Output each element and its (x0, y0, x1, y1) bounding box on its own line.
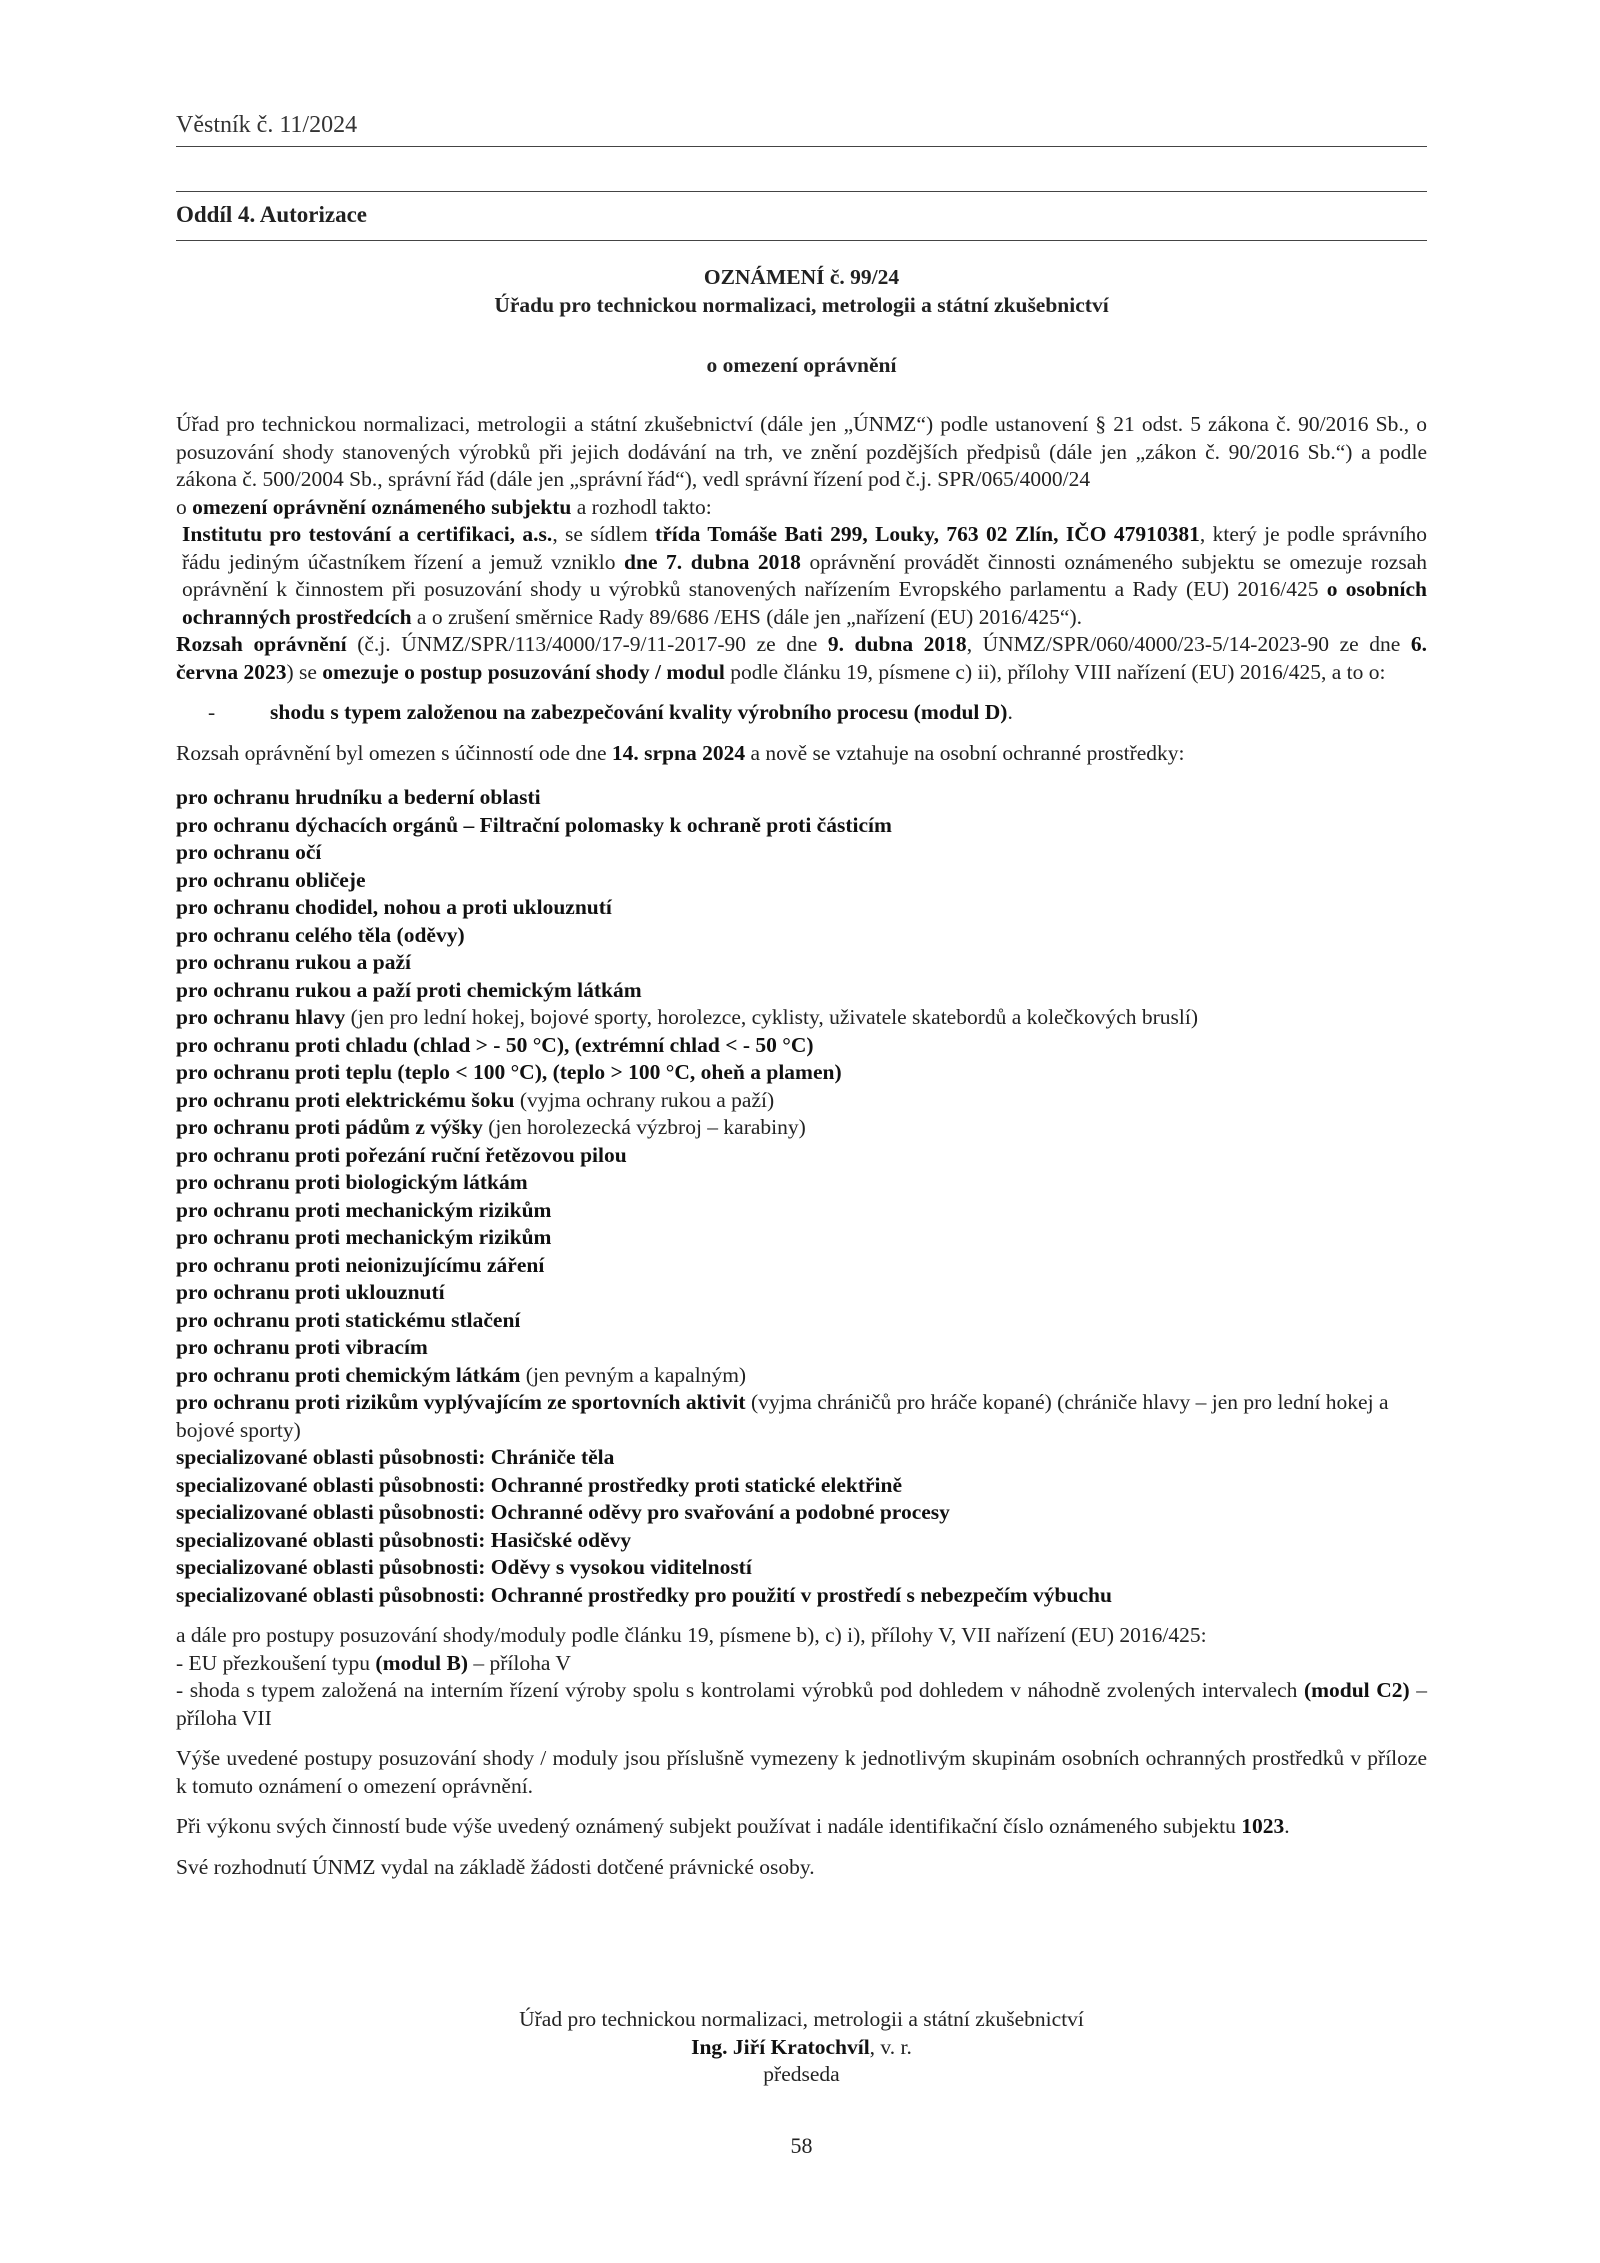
product-list-item (176, 1142, 1427, 1170)
procedure-b-text: - EU přezkoušení typu (176, 1650, 376, 1675)
product-category: pro ochranu hlavy (176, 1005, 346, 1029)
intro-o: o (176, 494, 193, 519)
product-category: specializované oblasti působnosti: Ochranné oděvy pro svařování a podobné procesy (176, 1500, 950, 1524)
scope-text-2: , ÚNMZ/SPR/060/4000/23-5/14-2023-90 ze dne (966, 632, 1411, 656)
header-rule (176, 146, 1427, 147)
product-list-item (176, 977, 1427, 1005)
product-list-item (176, 1472, 1427, 1500)
product-category: specializované oblasti působnosti: Ochranné prostředky pro použití v prostředí s nebezpečím výbuchu (176, 1582, 1112, 1607)
scope-text-4: podle článku 19, písmene c) ii), přílohy VIII nařízení (EU) 2016/425, a to o: (724, 659, 1386, 684)
signature-block (176, 2006, 1427, 2089)
procedure-b-module: (modul B) (375, 1650, 469, 1675)
product-note: (jen horolezecká výzbroj – karabiny) (482, 1115, 806, 1139)
product-category: pro ochranu proti elektrickému šoku (176, 1087, 515, 1112)
product-category: specializované oblasti působnosti: Chrániče těla (176, 1445, 615, 1469)
product-list-item (176, 894, 1427, 922)
product-list-item (176, 1389, 1427, 1444)
module-item (176, 699, 1427, 727)
product-category: pro ochranu proti pádům z výšky (176, 1115, 483, 1139)
product-list-item (176, 1087, 1427, 1115)
product-list-item (176, 812, 1427, 840)
page-number: 58 (790, 2133, 813, 2158)
institute-text-1: , který je podle správního řádu jediným účastníkem řízení a jemuž vzniklo (182, 522, 1427, 574)
product-note: (vyjma ochrany rukou a paží) (514, 1087, 775, 1112)
section-title: Oddíl 4. Autorizace (176, 202, 368, 227)
product-category: pro ochranu dýchacích orgánů – Filtrační polomasky k ochraně proti částicím (176, 812, 892, 837)
product-list-item (176, 839, 1427, 867)
product-category: pro ochranu proti teplu (teplo < 100 °C), (teplo > 100 °C, oheň a plamen) (176, 1060, 842, 1084)
notice-issuer: Úřadu pro technickou normalizaci, metrologii a státní zkušebnictví (494, 293, 1109, 317)
product-category: pro ochranu obličeje (176, 867, 366, 892)
product-category: pro ochranu hrudníku a bederní oblasti (176, 785, 541, 809)
section-top-rule (176, 191, 1427, 192)
institute-name: Institutu pro testování a certifikaci, a.s. (182, 522, 553, 546)
notice-body (176, 411, 1427, 1881)
restriction-text-1: Rozsah oprávnění byl omezen s účinností ode dne (176, 740, 612, 765)
intro-rozhodl: a rozhodl takto: (571, 494, 712, 519)
product-category: pro ochranu proti uklouznutí (176, 1280, 445, 1304)
procedure-c2-annex: – příloha VII (176, 1678, 1427, 1730)
closing-paragraph-2 (176, 1813, 1427, 1841)
product-list-item (176, 922, 1427, 950)
procedure-item-c2 (176, 1677, 1427, 1732)
intro-paragraph (176, 411, 1427, 521)
restriction-date: 14. srpna 2024 (611, 740, 746, 765)
scope-paragraph (176, 631, 1427, 686)
module-dash: - (208, 700, 216, 724)
product-list-item (176, 1362, 1427, 1390)
product-category: pro ochranu proti statickému stlačení (176, 1307, 521, 1332)
product-category: specializované oblasti působnosti: Oděvy s vysokou viditelností (176, 1555, 752, 1579)
product-category: pro ochranu proti pořezání ruční řetězovou pilou (176, 1142, 627, 1167)
product-category: pro ochranu očí (176, 840, 322, 864)
procedure-c2-text: - shoda s typem založená na interním řízení výroby spolu s kontrolami výrobků pod dohledem v náhodně zvolených intervalech (176, 1678, 1304, 1702)
restriction-paragraph (176, 740, 1427, 768)
procedure-c2-module: (modul C2) (1303, 1678, 1410, 1702)
intro-text: Úřad pro technickou normalizaci, metrologii a státní zkušebnictví (dále jen „ÚNMZ“) podle ustanovení § 21 odst. 5 zákona č. 90/2016 Sb., o posuzování shody stanovených výrobků při jejich dodávání na trh, ve znění pozdějších předpisů (dále jen „zákon č. 90/2016 Sb.“) a podle zákona č. 500/2004 Sb., správní řád (dále jen „správní řád“), vedl správní řízení pod č.j. SPR/065/4000/24 (176, 412, 1427, 491)
institute-seat-label: , se sídlem (552, 522, 656, 546)
institute-text-3: a o zrušení směrnice Rady 89/686 /EHS (dále jen „nařízení (EU) 2016/425“). (411, 604, 1082, 629)
product-list-item (176, 1032, 1427, 1060)
product-category: specializované oblasti působnosti: Hasičské oděvy (176, 1527, 632, 1552)
closing-id-text: Při výkonu svých činností bude výše uvedený oznámený subjekt používat i nadále identifikační číslo oznámeného subjektu (176, 1814, 1242, 1838)
product-category: pro ochranu proti mechanickým rizikům (176, 1197, 552, 1222)
product-category: pro ochranu proti chladu (chlad > - 50 °C), (extrémní chlad < - 50 °C) (176, 1032, 814, 1057)
product-category: pro ochranu proti mechanickým rizikům (176, 1225, 552, 1249)
procedures-intro: a dále pro postupy posuzování shody/moduly podle článku 19, písmene b), c) i), přílohy V, VII nařízení (EU) 2016/425: (176, 1623, 1207, 1647)
product-category: pro ochranu proti neionizujícímu záření (176, 1252, 545, 1277)
product-category: pro ochranu proti vibracím (176, 1335, 428, 1359)
closing-paragraph-3: Své rozhodnutí ÚNMZ vydal na základě žádosti dotčené právnické osoby. (176, 1854, 815, 1879)
product-category: pro ochranu proti biologickým látkám (176, 1170, 528, 1194)
signature-name: Ing. Jiří Kratochvíl (691, 2034, 870, 2059)
product-list-item (176, 1334, 1427, 1362)
product-category: pro ochranu chodidel, nohou a proti uklouznutí (176, 895, 612, 919)
notice-number: OZNÁMENÍ č. 99/24 (703, 265, 900, 289)
product-list-item (176, 1279, 1427, 1307)
product-list-item (176, 1527, 1427, 1555)
institute-address: třída Tomáše Bati 299, Louky, 763 02 Zlín, IČO 47910381 (655, 522, 1200, 546)
product-list-item (176, 1169, 1427, 1197)
product-note: (jen pro lední hokej, bojové sporty, horolezce, cyklisty, uživatele skatebordů a kolečkových bruslí) (345, 1005, 1199, 1029)
module-text: shodu s typem založenou na zabezpečování kvality výrobního procesu (modul D) (270, 700, 1008, 724)
product-list-item (176, 1307, 1427, 1335)
signature-name-line (176, 2034, 1427, 2062)
product-category: pro ochranu rukou a paží (176, 950, 411, 974)
product-category: specializované oblasti působnosti: Ochranné prostředky proti statické elektřině (176, 1472, 903, 1497)
product-list-item (176, 1444, 1427, 1472)
institute-paragraph (176, 521, 1427, 631)
product-category: pro ochranu celého těla (oděvy) (176, 922, 465, 947)
intro-omezeni: omezení oprávnění oznámeného subjektu (192, 494, 572, 519)
product-list-item (176, 1499, 1427, 1527)
scope-text-3: ) se (286, 659, 323, 684)
product-category: pro ochranu proti rizikům vyplývajícím ze sportovních aktivit (176, 1390, 746, 1414)
procedure-item-b (176, 1650, 1427, 1678)
signature-role: předseda (763, 2062, 840, 2086)
product-list-item (176, 1224, 1427, 1252)
institute-regulation-subject: o osobních ochranných prostředcích (182, 577, 1427, 629)
module-end: . (1007, 700, 1013, 724)
notice-subject: o omezení oprávnění (706, 353, 897, 377)
product-list-item (176, 784, 1427, 812)
scope-text-1: (č.j. ÚNMZ/SPR/113/4000/17-9/11-2017-90 ze dne (346, 632, 828, 656)
product-list-item (176, 949, 1427, 977)
product-list-item (176, 1114, 1427, 1142)
closing-paragraph-1: Výše uvedené postupy posuzování shody / moduly jsou příslušně vymezeny k jednotlivým skupinám osobních ochranných prostředků v příloze k tomuto oznámení o omezení oprávnění. (176, 1746, 1427, 1798)
restriction-text-2: a nově se vztahuje na osobní ochranné prostředky: (745, 740, 1185, 765)
scope-date-1: 9. dubna 2018 (827, 632, 967, 656)
signature-office: Úřad pro technickou normalizaci, metrologii a státní zkušebnictví (519, 2007, 1084, 2031)
closing-id-end: . (1284, 1814, 1290, 1838)
product-category: pro ochranu rukou a paží proti chemickým látkám (176, 977, 642, 1002)
institute-text-2: oprávnění provádět činnosti oznámeného subjektu se omezuje rozsah oprávnění k činnostem při posuzování shody u výrobků stanovených nařízením Evropského parlamentu a Rady (EU) 2016/425 (182, 549, 1427, 601)
product-list-item (176, 867, 1427, 895)
product-category: pro ochranu proti chemickým látkám (176, 1362, 521, 1387)
product-note: (vyjma chráničů pro hráče kopané) (chrániče hlavy – jen pro lední hokej a bojové sporty) (176, 1390, 1389, 1442)
product-list-item (176, 1059, 1427, 1087)
product-list-item (176, 1554, 1427, 1582)
section-bottom-rule (176, 240, 1427, 241)
scope-label: Rozsah oprávnění (176, 632, 347, 656)
notified-body-number: 1023 (1241, 1814, 1285, 1838)
product-note: (jen pevným a kapalným) (520, 1362, 747, 1387)
scope-restriction: omezuje o postup posuzování shody / modul (322, 659, 725, 684)
scope-date-2: 6. června 2023 (176, 632, 1427, 684)
journal-header: Věstník č. 11/2024 (176, 112, 358, 138)
product-list (176, 784, 1427, 1609)
institute-date: dne 7. dubna 2018 (624, 549, 801, 574)
product-list-item (176, 1582, 1427, 1610)
signature-suffix: , v. r. (869, 2034, 912, 2059)
product-list-item (176, 1004, 1427, 1032)
product-list-item (176, 1252, 1427, 1280)
product-list-item (176, 1197, 1427, 1225)
procedure-b-annex: – příloha V (468, 1650, 571, 1675)
